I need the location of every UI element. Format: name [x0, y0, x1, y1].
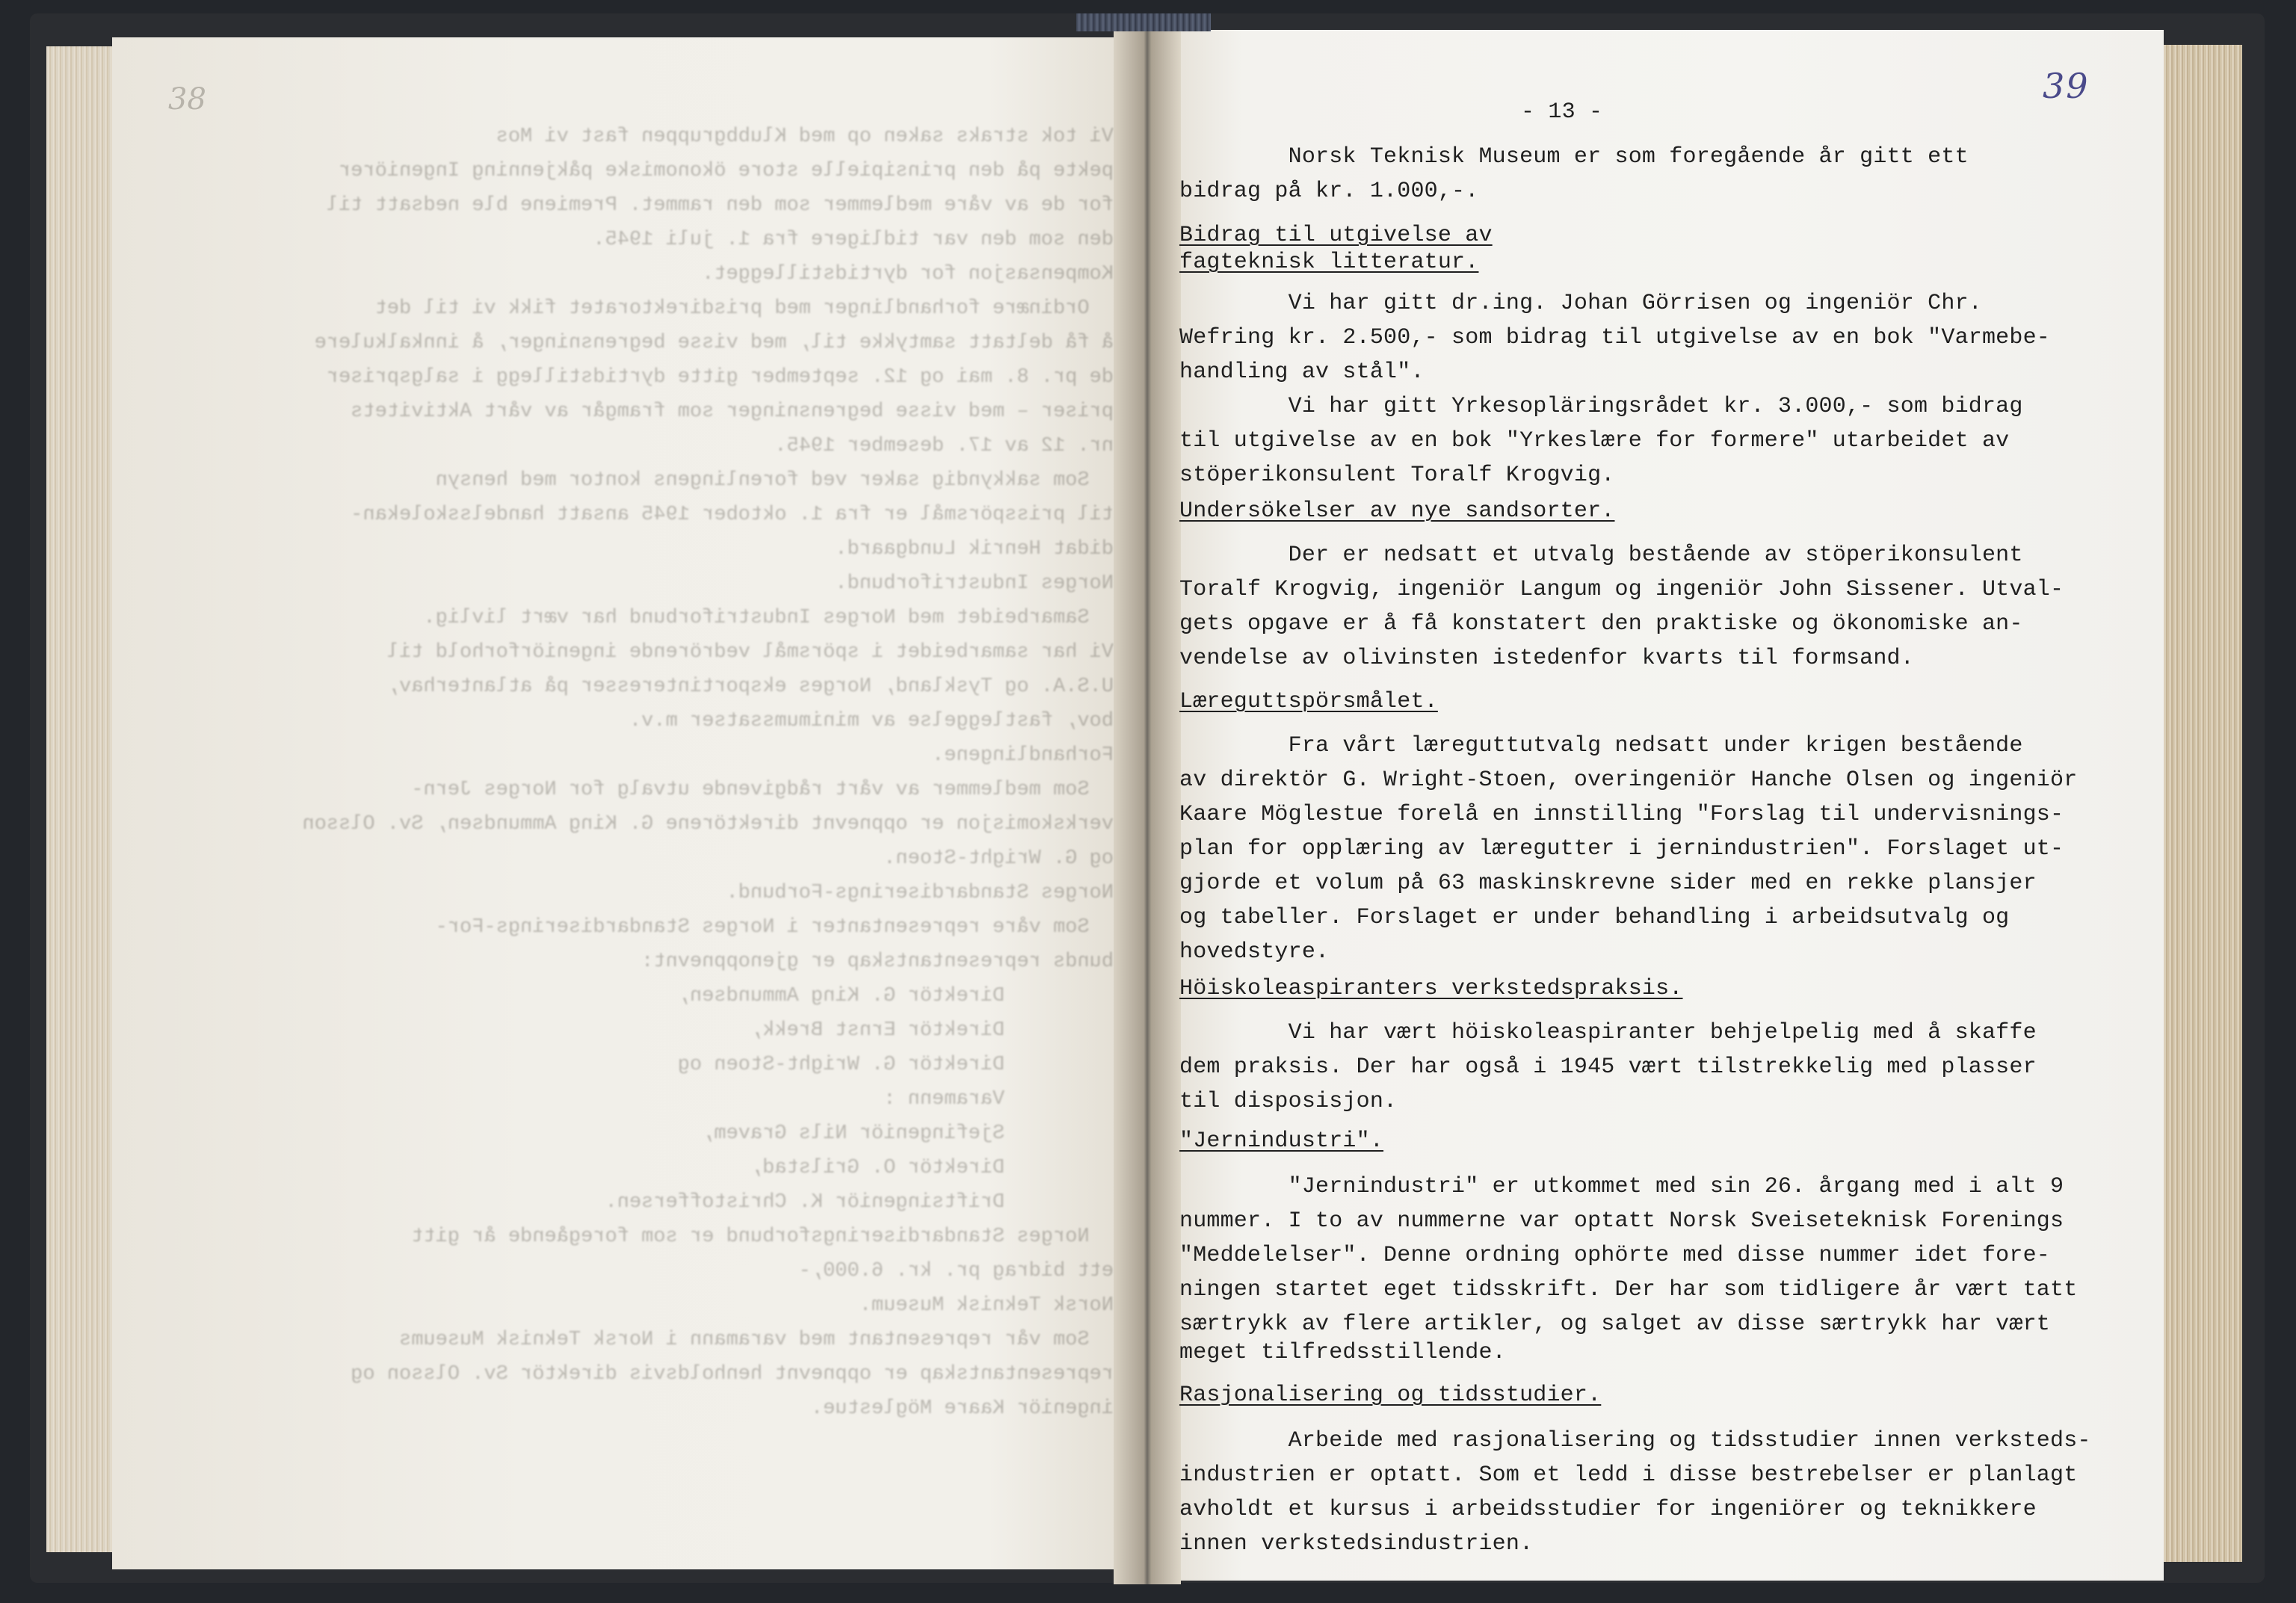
body-text-line: særtrykk av flere artikler, og salget av disse særtrykk har vært [1179, 1312, 2050, 1337]
body-text-line: "Meddelelser". Denne ordning ophörte med disse nummer idet fore- [1179, 1243, 2050, 1268]
body-text-line: gjorde et volum på 63 maskinskrevne sider med en rekke plansjer [1179, 871, 2037, 896]
section-heading: Undersökelser av nye sandsorter. [1179, 498, 1615, 524]
body-text-line: Arbeide med rasjonalisering og tidsstudier innen verksteds- [1179, 1428, 2091, 1454]
body-text-line: og tabeller. Forslaget er under behandling i arbeidsutvalg og [1179, 905, 2010, 930]
section-heading: Læreguttspörsmålet. [1179, 689, 1438, 714]
section-heading: Rasjonalisering og tidsstudier. [1179, 1383, 1602, 1408]
body-text-line: innen verkstedsindustrien. [1179, 1531, 1534, 1557]
body-text-line: til disposisjon. [1179, 1089, 1398, 1114]
body-text-line: avholdt et kursus i arbeidsstudier for ingeniörer og teknikkere [1179, 1497, 2037, 1522]
body-text-line: Kaare Möglestue forelå en innstilling "Forslag til undervisnings- [1179, 802, 2064, 827]
body-text-line: stöperikonsulent Toralf Krogvig. [1179, 463, 1615, 488]
body-text-line: Toralf Krogvig, ingeniör Langum og ingeniör John Sissener. Utval- [1179, 577, 2064, 602]
section-heading: Bidrag til utgivelse av [1179, 223, 1493, 248]
body-text-line: gets opgave er å få konstatert den praktiske og ökonomiske an- [1179, 611, 2023, 637]
body-text-line: til utgivelse av en bok "Yrkeslære for formere" utarbeidet av [1179, 428, 2010, 454]
section-heading: fagteknisk litteratur. [1179, 250, 1479, 275]
body-text-line: hovedstyre. [1179, 939, 1330, 965]
body-text-line: Norsk Teknisk Museum er som foregående år gitt ett [1179, 144, 1969, 170]
book-gutter [1114, 22, 1181, 1584]
body-text-line: ningen startet eget tidsskrift. Der har som tidligere år vært tatt [1179, 1277, 2078, 1303]
section-heading: "Jernindustri". [1179, 1128, 1384, 1154]
body-text-line: vendelse av olivinsten istedenfor kvarts til formsand. [1179, 646, 1914, 671]
left-page-corner-mark: 38 [168, 82, 206, 117]
right-page-edges [2152, 45, 2242, 1562]
page-number: - 13 - [1521, 99, 1603, 125]
body-text-line: Wefring kr. 2.500,- som bidrag til utgivelse av en bok "Varmebe- [1179, 325, 2050, 350]
body-text-line: Vi har vært höiskoleaspiranter behjelpelig med å skaffe [1179, 1020, 2037, 1045]
body-text-line: av direktör G. Wright-Stoen, overingeniör Hanche Olsen og ingeniör [1179, 767, 2078, 793]
body-text-line: Vi har gitt dr.ing. Johan Görrisen og ingeniör Chr. [1179, 291, 1982, 316]
section-heading: Höiskoleaspiranters verkstedspraksis. [1179, 976, 1683, 1001]
body-text-line: bidrag på kr. 1.000,-. [1179, 179, 1479, 204]
body-text-line: meget tilfredsstillende. [1179, 1340, 1506, 1365]
body-text-line: nummer. I to av nummerne var optatt Norsk Sveiseteknisk Forenings [1179, 1208, 2064, 1234]
spine-top [1076, 13, 1211, 31]
body-text-line: handling av stål". [1179, 359, 1425, 385]
body-text-line: "Jernindustri" er utkommet med sin 26. årgang med i alt 9 [1179, 1174, 2064, 1199]
body-text-line: dem praksis. Der har også i 1945 vært tilstrekkelig med plasser [1179, 1054, 2037, 1080]
body-text-line: industrien er optatt. Som et ledd i disse bestrebelser er planlagt [1179, 1463, 2078, 1488]
handwritten-page-number: 39 [2043, 66, 2090, 106]
right-cover-edge [2242, 30, 2265, 1577]
body-text-line: Fra vårt læreguttutvalg nedsatt under krigen bestående [1179, 733, 2023, 759]
left-page-show-through-text: Vi tok straks saken op med Klubbgruppen fast vi Mos pekte på den prinsipielle store ökonomiske påkjenning Ingeniörer for de av våre medlemmer som den rammet. Premiene ble nedsatt til den som den var tidligere fra 1. juli 1945. Kompensasjon for dyrtidstillegget. Ordinære forhandlinger med prisdirektoratet fikk vi til det å få deltatt samtykke til, med visse begrensninger, å innkalkulere de pr. 8. mai og 12. september gitte dyrtidstillegg i salgspriser priser – med visse begrensninger som framgår av vårt Aktivitets nr. 12 av 17. desember 1945. Som sakkyndig saker ved forenlingens kontor med hensyn til prisspörsmål er fra 1. oktober 1945 ansatt handelsskolekan- didat Henrik Lundgaard. Norges Industriforbund. Samarbeidet med Norges Industriforbund har vært livlig. Vi har samarbeidet i spörsmål vedrörende ingeniörforhold til U.S.A. og Tyskland, Norges eksportinteresser på atlanterhav, bov, fastleggelse av minimumssatser m.v. Forhandlingene. Som medlemmer av vårt rådgivende utvalg for Norges Jern- verkskomisjon er oppnevnt direktörene G. King Ammundsen, Sv. Olsson og G. Wright-Stoen. Norges Standardiserings-Forbund. Som våre representanter i Norges Standardiserings-For- bunds representantskap er gjenoppnevnt: Direktör G. King Ammundsen, Direktör Ernst Brekk, Direktör G. Wright-Stoen og Varamenn : Sjefingeniör Nils Gravem, Direktör O. Grilstad, Driftsingeniör K. Christoffersen. Norges Standardiseringsforbund er som foregående år gitt ett bidrag pr. kr. 6.000,- Norsk Teknisk Museum. Som vår representant med varamann i Norsk Teknisk Museums representantskap er oppnevnt henholdsvis direktör Sv. Olsson og ingeniör Kaare Möglestue. [302, 126, 1114, 1420]
body-text-line: Der er nedsatt et utvalg bestående av stöperikonsulent [1179, 543, 2023, 568]
body-text-line: plan for opplæring av læregutter i jernindustrien". Forslaget ut- [1179, 836, 2064, 862]
body-text-line: Vi har gitt Yrkesopläringsrådet kr. 3.000,- som bidrag [1179, 394, 2023, 419]
